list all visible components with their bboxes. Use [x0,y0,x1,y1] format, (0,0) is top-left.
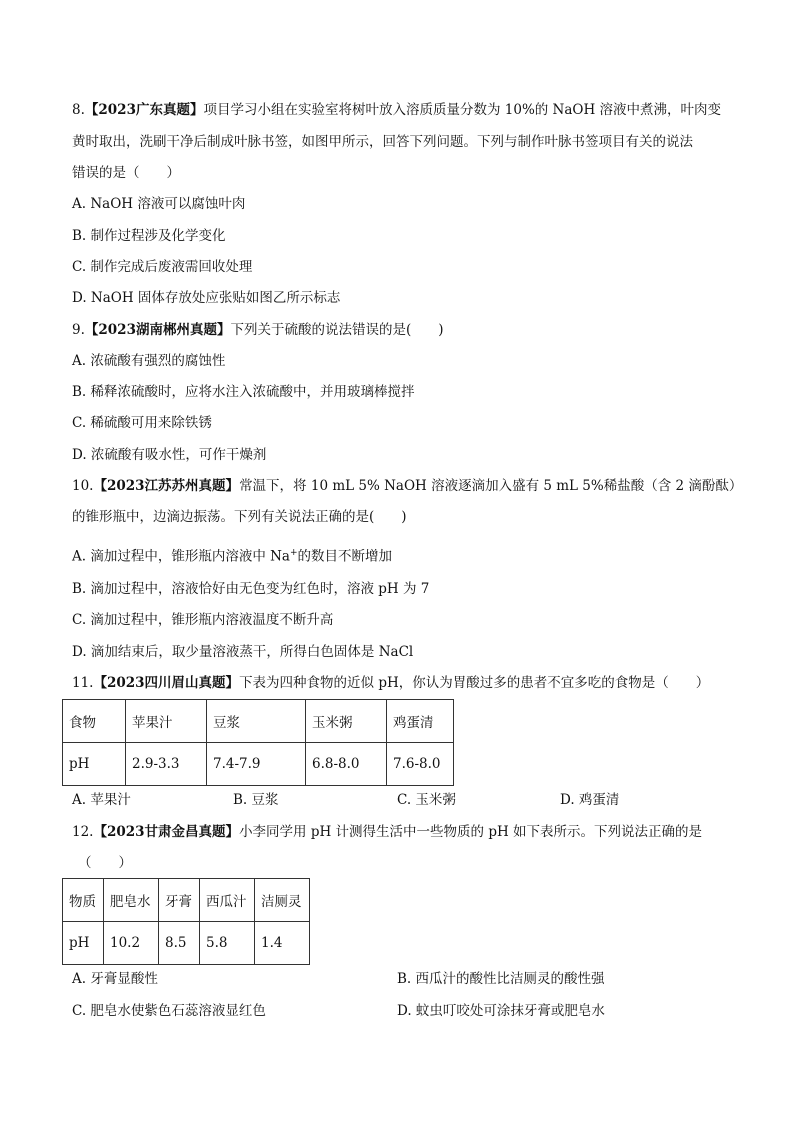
q8-stem-line2: 黄时取出，洗刷干净后制成叶脉书签，如图甲所示，回答下列问题。下列与制作叶脉书签项目有关的说法 [72,134,693,150]
table-cell: 2.9-3.3 [126,743,207,786]
q10-option-a-superscript: + [289,548,298,558]
q10-stem-line1 [72,476,742,496]
q10-option-b[interactable]: B. 滴加过程中，溶液恰好由无色变为红色时，溶液 pH 为 7 [72,581,430,597]
table-cell: 洁厕灵 [255,879,310,922]
q9-number: 9. [72,322,85,338]
table-cell: 6.8-8.0 [306,743,387,786]
table-row [63,743,454,786]
q8-option-d[interactable]: D. NaOH 固体存放处应张贴如图乙所示标志 [72,290,341,306]
q9-option-b[interactable]: B. 稀释浓硫酸时，应将水注入浓硫酸中，并用玻璃棒搅拌 [72,384,415,400]
table-cell: 豆浆 [207,700,306,743]
q10-option-c[interactable]: C. 滴加过程中，锥形瓶内溶液温度不断升高 [72,612,334,628]
q12-stem-line2: （ ） [78,855,132,871]
q9-option-a[interactable]: A. 浓硫酸有强烈的腐蚀性 [72,353,226,369]
q12-stem-line1 [72,822,702,842]
q11-number: 11. [72,675,94,691]
q8-stem-line1 [72,100,721,120]
q8-stem-line3: 错误的是（ ） [72,165,180,181]
q11-option-d[interactable]: D. 鸡蛋清 [560,792,620,808]
q11-stem-text1: 下表为四种食物的近似 pH，你认为胃酸过多的患者不宜多吃的食物是（ ） [239,675,710,691]
table-cell: pH [63,922,104,965]
table-cell: 玉米粥 [306,700,387,743]
q12-option-d[interactable]: D. 蚊虫叮咬处可涂抹牙膏或肥皂水 [397,1003,605,1019]
table-cell: 物质 [63,879,104,922]
q12-option-c[interactable]: C. 肥皂水使紫色石蕊溶液显红色 [72,1003,266,1019]
q10-stem-text1: 常温下，将 10 mL 5% NaOH 溶液逐滴加入盛有 5 mL 5%稀盐酸（含 2 滴酚酞） [239,478,743,494]
q9-option-d[interactable]: D. 浓硫酸有吸水性，可作干燥剂 [72,447,267,463]
table-cell: 10.2 [104,922,159,965]
table-row [63,879,310,922]
table-cell: 5.8 [200,922,255,965]
table-row [63,922,310,965]
q9-stem-line1 [72,320,444,340]
table-cell: 8.5 [159,922,200,965]
q11-option-a[interactable]: A. 苹果汁 [72,792,131,808]
table-cell: 西瓜汁 [200,879,255,922]
q9-option-c[interactable]: C. 稀硫酸可用来除铁锈 [72,415,212,431]
q8-source-tag: 【2023广东真题】 [84,102,204,118]
q12-option-b[interactable]: B. 西瓜汁的酸性比洁厕灵的酸性强 [397,971,605,987]
q8-number: 8. [72,102,85,118]
q11-source-tag: 【2023四川眉山真题】 [93,675,240,691]
q10-option-a-text-post: 的数目不断增加 [297,548,393,565]
q10-source-tag: 【2023江苏苏州真题】 [93,478,240,494]
table-row [63,700,454,743]
table-cell: 鸡蛋清 [387,700,454,743]
table-cell: 食物 [63,700,126,743]
table-cell: 7.6-8.0 [387,743,454,786]
q8-option-b[interactable]: B. 制作过程涉及化学变化 [72,228,226,244]
q12-substance-ph-table [62,878,310,965]
table-cell: pH [63,743,126,786]
q8-stem-text1: 项目学习小组在实验室将树叶放入溶质质量分数为 10%的 NaOH 溶液中煮沸，叶肉变 [203,102,722,118]
q10-option-a[interactable] [72,543,392,567]
q10-option-d[interactable]: D. 滴加结束后，取少量溶液蒸干，所得白色固体是 NaCl [72,644,414,660]
table-cell: 1.4 [255,922,310,965]
q11-food-ph-table [62,699,454,786]
q11-option-c[interactable]: C. 玉米粥 [397,792,456,808]
q8-option-a[interactable]: A. NaOH 溶液可以腐蚀叶肉 [72,196,246,212]
q10-stem-line2: 的锥形瓶中，边滴边振荡。下列有关说法正确的是( ) [72,509,407,525]
q9-stem-text1: 下列关于硫酸的说法错误的是( ) [230,322,444,338]
q8-option-c[interactable]: C. 制作完成后废液需回收处理 [72,259,253,275]
table-cell: 7.4-7.9 [207,743,306,786]
q11-stem-line1 [72,673,709,693]
q10-option-a-text-pre: A. 滴加过程中，锥形瓶内溶液中 Na [72,548,290,565]
table-cell: 肥皂水 [104,879,159,922]
table-cell: 苹果汁 [126,700,207,743]
q10-number: 10. [72,478,94,494]
q11-option-b[interactable]: B. 豆浆 [233,792,279,808]
table-cell: 牙膏 [159,879,200,922]
q9-source-tag: 【2023湖南郴州真题】 [84,322,231,338]
q12-source-tag: 【2023甘肃金昌真题】 [93,824,240,840]
q12-option-a[interactable]: A. 牙膏显酸性 [72,971,158,987]
q12-number: 12. [72,824,94,840]
q12-stem-text1: 小李同学用 pH 计测得生活中一些物质的 pH 如下表所示。下列说法正确的是 [239,824,703,840]
